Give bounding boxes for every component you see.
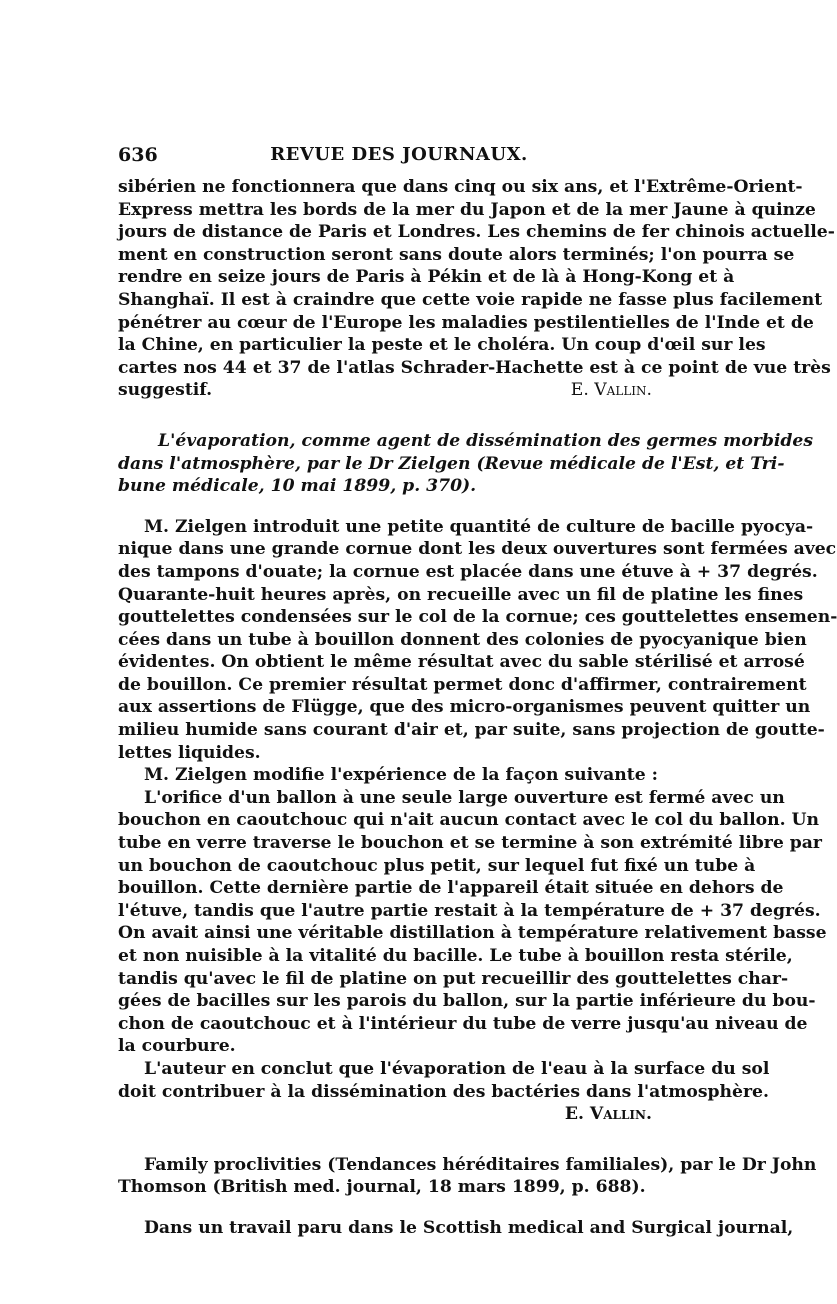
spacer — [118, 498, 680, 516]
title-line: bune médicale, 10 mai 1899, p. 370). — [118, 476, 477, 497]
title-line: Thomson (British med. journal, 18 mars 1899, p. 688). — [118, 1177, 646, 1198]
text-line: un bouchon de caoutchouc plus petit, sur lequel fut fixé un tube à — [118, 855, 756, 876]
text-line: Dans un travail paru dans le Scottish medical and Surgical journal, — [144, 1217, 794, 1238]
title-line: dans l'atmosphère, par le Dr Zielgen (Revue médicale de l'Est, et Tri- — [118, 453, 785, 474]
author-signature: E. Vallin. — [570, 380, 652, 401]
article-title — [118, 1154, 817, 1177]
article-body — [118, 1217, 794, 1240]
text-line: de bouillon. Ce premier résultat permet donc d'affirmer, contrairement — [118, 674, 807, 695]
article-body — [118, 516, 837, 1126]
article-title — [118, 430, 814, 453]
text-line: milieu humide sans courant d'air et, par suite, sans projection de goutte- — [118, 720, 825, 741]
text-line: pénétrer au cœur de l'Europe les maladies pestilentielles de l'Inde et de — [118, 312, 814, 333]
title-line: L'évaporation, comme agent de dissémination des germes morbides — [158, 430, 814, 451]
text-line: des tampons d'ouate; la cornue est placée dans une étuve à + 37 degrés. — [118, 561, 818, 582]
running-title: REVUE DES JOURNAUX. — [270, 144, 528, 165]
page-header — [118, 144, 680, 170]
text-line: et non nuisible à la vitalité du bacille. Le tube à bouillon resta stérile, — [118, 946, 793, 966]
text-line: Express mettra les bords de la mer du Japon et de la mer Jaune à quinze — [118, 199, 816, 220]
text-line: tube en verre traverse le bouchon et se termine à son extrémité libre par — [118, 833, 822, 854]
text-line: évidentes. On obtient le même résultat avec du sable stérilisé et arrosé — [118, 652, 805, 673]
text-line: Quarante-huit heures après, on recueille avec un fil de platine les fines — [118, 584, 804, 605]
text-line: bouillon. Cette dernière partie de l'appareil était située en dehors de — [118, 878, 784, 899]
text-line: bouchon en caoutchouc qui n'ait aucun contact avec le col du ballon. Un — [118, 810, 820, 831]
text-line: nique dans une grande cornue dont les deux ouvertures sont fermées avec — [118, 539, 837, 560]
spacer — [118, 1126, 680, 1154]
text-line: M. Zielgen introduit une petite quantité de culture de bacille pyocya- — [144, 516, 814, 537]
text-line: sibérien ne fonctionnera que dans cinq ou six ans, et l'Extrême-Orient- — [118, 177, 803, 197]
text-line: gouttelettes condensées sur le col de la cornue; ces gouttelettes ensemen- — [118, 607, 837, 628]
text-line: rendre en seize jours de Paris à Pékin et de là à Hong-Kong et à — [118, 267, 735, 288]
text-line: la courbure. — [118, 1036, 236, 1057]
text-line: chon de caoutchouc et à l'intérieur du tube de verre jusqu'au niveau de — [118, 1013, 808, 1034]
page-number: 636 — [118, 144, 158, 166]
text-line: jours de distance de Paris et Londres. Les chemins de fer chinois actuelle- — [118, 222, 835, 243]
text-line: ment en construction seront sans doute alors terminés; l'on pourra se — [118, 244, 795, 265]
text-line: M. Zielgen modifie l'expérience de la façon suivante : — [144, 765, 658, 786]
title-line: Family proclivities (Tendances héréditaires familiales), par le Dr John — [144, 1154, 817, 1175]
author-signature: E. Vallin. — [564, 1104, 652, 1125]
text-line: Shanghaï. Il est à craindre que cette voie rapide ne fasse plus facilement — [118, 289, 823, 310]
signature-row — [118, 1103, 680, 1126]
text-line: cartes nos 44 et 37 de l'atlas Schrader-Hachette est à ce point de vue très — [118, 357, 831, 378]
text-line: On avait ainsi une véritable distillation à température relativement basse — [118, 923, 827, 944]
text-line: l'étuve, tandis que l'autre partie restait à la température de + 37 degrés. — [118, 900, 821, 921]
text-line: cées dans un tube à bouillon donnent des colonies de pyocyanique bien — [118, 629, 807, 650]
text-line: L'orifice d'un ballon à une seule large ouverture est fermé avec un — [144, 787, 785, 808]
page-body — [118, 176, 837, 1240]
text-line: aux assertions de Flügge, que des micro-organismes peuvent quitter un — [118, 697, 811, 718]
text-line: lettes liquides. — [118, 742, 261, 763]
signature-row — [118, 379, 680, 402]
text-line: doit contribuer à la dissémination des bactéries dans l'atmosphère. — [118, 1081, 769, 1102]
text-line: suggestif. — [118, 380, 213, 401]
section-continuation — [118, 176, 835, 402]
text-line: gées de bacilles sur les parois du ballon, sur la partie inférieure du bou- — [118, 991, 816, 1012]
spacer — [118, 1199, 680, 1217]
text-line: L'auteur en conclut que l'évaporation de l'eau à la surface du sol — [144, 1058, 770, 1079]
text-line: tandis qu'avec le fil de platine on put recueillir des gouttelettes char- — [118, 968, 789, 989]
spacer — [118, 402, 680, 430]
text-line: la Chine, en particulier la peste et le choléra. Un coup d'œil sur les — [118, 335, 766, 356]
